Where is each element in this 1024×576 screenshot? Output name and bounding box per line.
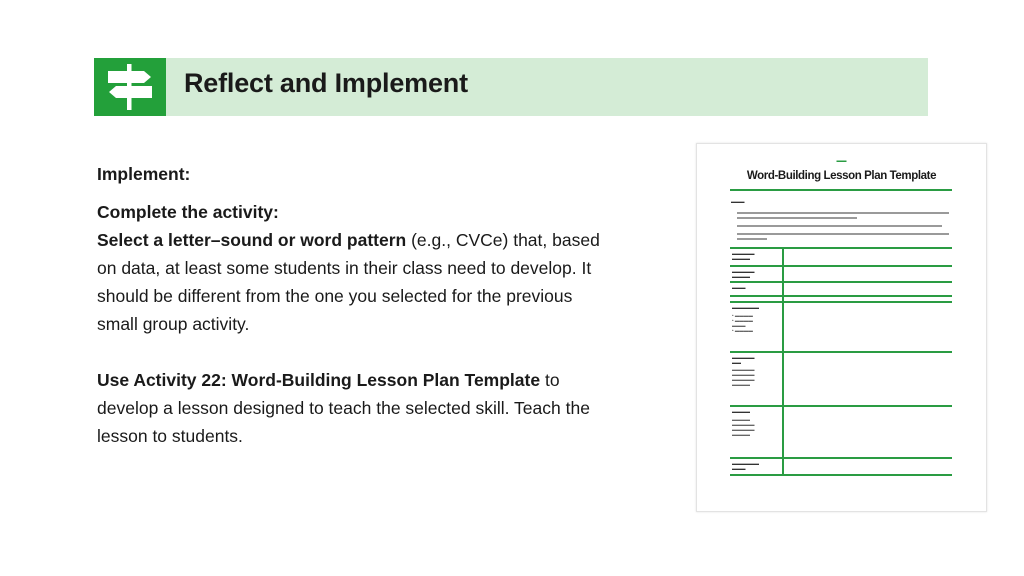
use-activity-paragraph xyxy=(97,366,617,450)
doc-column-divider xyxy=(782,248,784,474)
doc-row-label: ▬▬▬▬▬▬ xyxy=(732,305,759,310)
doc-text-line xyxy=(737,233,949,235)
activity-instructions xyxy=(97,160,617,450)
paragraph-gap xyxy=(97,338,617,366)
complete-activity-label: Complete the activity: xyxy=(97,202,279,222)
doc-row-label: ▬▬▬ xyxy=(732,285,746,290)
use-activity-text: to develop a lesson designed to teach the selected skill. Teach the lesson to students. xyxy=(97,370,590,446)
doc-row-label: ▬▬▬▬▬▬ ▬▬▬ xyxy=(732,461,759,471)
select-pattern-paragraph xyxy=(97,226,617,338)
doc-text-line xyxy=(737,225,942,227)
signpost-icon xyxy=(94,58,166,116)
doc-row-label: ▬▬▬▬▬ ▬▬▬▬ xyxy=(732,269,755,279)
doc-row-label: ▬▬▬▬▬ ▬▬ xyxy=(732,355,755,365)
implement-heading: Implement: xyxy=(97,164,191,184)
doc-table-row xyxy=(730,351,952,407)
doc-brand-mark: ▬▬ xyxy=(836,158,847,164)
doc-text-line xyxy=(737,238,767,240)
doc-table-row xyxy=(730,301,952,353)
doc-table-row xyxy=(730,405,952,459)
page-title: Reflect and Implement xyxy=(184,68,468,98)
doc-table-row xyxy=(730,247,952,267)
doc-directions-label: ▬▬▬ xyxy=(731,199,745,204)
doc-row-sublist: • ▬▬▬▬ • ▬▬▬▬ ▬▬▬ • ▬▬▬▬ xyxy=(732,313,753,333)
doc-table-bottom xyxy=(730,474,952,476)
doc-text-line xyxy=(737,212,949,214)
header-banner xyxy=(94,58,928,116)
select-pattern-text: (e.g., CVCe) that, based on data, at least some students in their class need to develop. It should be different from the one you selected for the previous small group activity. xyxy=(97,230,600,334)
lesson-plan-template-thumbnail xyxy=(696,143,987,512)
doc-row-sublist: ▬▬▬▬ ▬▬▬▬▬ ▬▬▬▬▬ ▬▬▬▬ xyxy=(732,417,755,437)
doc-text-line xyxy=(737,217,857,219)
doc-title: Word-Building Lesson Plan Template xyxy=(746,170,937,182)
doc-title-rule xyxy=(730,189,952,191)
use-activity-bold: Use Activity 22: Word-Building Lesson Plan Template xyxy=(97,370,541,390)
doc-row-sublist: ▬▬▬▬▬ ▬▬▬▬▬ ▬▬▬▬▬ ▬▬▬▬ xyxy=(732,367,755,387)
select-pattern-bold: Select a letter–sound or word pattern xyxy=(97,230,407,250)
doc-row-label: ▬▬▬▬ xyxy=(732,409,750,414)
doc-row-label: ▬▬▬▬▬ ▬▬▬▬ xyxy=(732,251,755,261)
